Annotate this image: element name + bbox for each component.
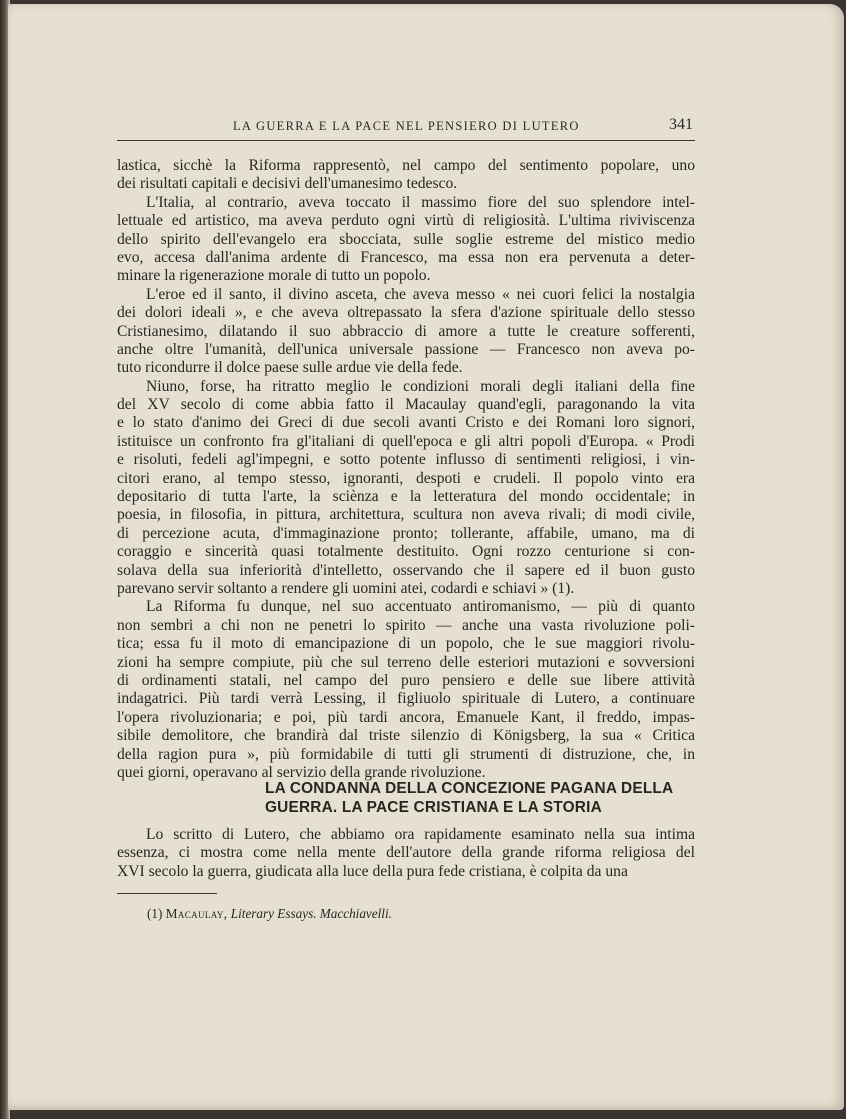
text-line: della ragion pura », più formidabile di tutti gli strumenti di distruzione, che, in — [117, 745, 695, 763]
section-text-block — [117, 826, 695, 881]
page-header — [117, 116, 695, 141]
text-line: minare la rigenerazione morale di tutto un popolo. — [117, 267, 431, 285]
section-heading-line-1: LA CONDANNA DELLA CONCEZIONE PAGANA DELLA — [265, 780, 674, 797]
text-line: non sembri a chi non ne penetri lo spirito — anche una vasta rivoluzione poli- — [117, 616, 695, 634]
text-line: poesia, in filosofia, in pittura, architettura, scultura non aveva rivali; di modi civile, — [117, 506, 695, 524]
footnote-author: Macaulay, — [165, 906, 228, 921]
text-line: coraggio e sincerità quasi totalmente destituito. Ogni rozzo centurione si con- — [117, 543, 695, 561]
text-line: tuto ricondurre il dolce paese sulle ardue vie della fede. — [117, 359, 463, 377]
section-heading — [265, 779, 705, 817]
footnote — [147, 906, 392, 922]
text-line: di percezione acuta, d'immaginazione pronto; tollerante, affabile, umano, ma di — [117, 524, 695, 542]
text-line: l'opera rivoluzionaria; e poi, più tardi ancora, Emanuele Kant, il freddo, impas- — [117, 708, 695, 726]
text-line: Cristianesimo, dilatando il suo abbraccio di amore a tutte le creature sofferenti, — [117, 322, 695, 340]
text-line: indagatrici. Più tardi verrà Lessing, il figliuolo spirituale di Lutero, a continuare — [117, 690, 695, 708]
text-line: citori erano, al tempo stesso, ignoranti, despoti e crudeli. Il popolo vinto era — [117, 469, 695, 487]
text-line: essenza, ci mostra come nella mente dell'autore della grande riforma religiosa del — [117, 844, 695, 862]
text-line: lastica, sicchè la Riforma rappresentò, nel campo del sentimento popolare, uno — [117, 157, 695, 174]
text-line: depositario di tutta l'arte, la sciènza e la letteratura del mondo occidentale; in — [117, 488, 695, 506]
text-line: e lo stato d'animo dei Greci di due secoli avanti Cristo e dei Romani loro signori, — [117, 414, 695, 432]
text-line: XVI secolo la guerra, giudicata alla luce della pura fede cristiana, è colpita da una — [117, 862, 628, 880]
text-line: anche oltre l'umanità, dell'unica universale passione — Francesco non aveva po- — [117, 340, 695, 358]
section-heading-line-2: GUERRA. LA PACE CRISTIANA E LA STORIA — [265, 799, 602, 816]
text-line: L'Italia, al contrario, aveva toccato il massimo fiore del suo splendore intel- — [146, 193, 695, 211]
footnote-divider — [117, 893, 217, 894]
text-line: lettuale ed artistico, ma aveva perduto ogni virtù di religiosità. L'ultima riviviscenza — [117, 212, 695, 230]
text-line: di ordinamenti statali, nel campo del puro pensiero e delle sue libere attività — [117, 671, 695, 689]
text-line: istituisce un confronto fra gl'italiani di quell'epoca e gli altri popoli d'Europa. « Prodi — [117, 432, 695, 450]
main-text-block — [117, 157, 695, 782]
page-number: 341 — [669, 116, 693, 133]
text-line: del XV secolo di come abbia fatto il Macaulay quand'egli, paragonando la vita — [117, 396, 695, 414]
running-head: LA GUERRA E LA PACE NEL PENSIERO DI LUTERO — [233, 119, 580, 133]
text-line: zioni ha sempre compiute, più che sul terreno delle esteriori mutazioni e sovversioni — [117, 653, 695, 671]
text-line: quei giorni, operavano al servizio della grande rivoluzione. — [117, 763, 486, 781]
text-line: dei risultati capitali e decisivi dell'umanesimo tedesco. — [117, 175, 458, 193]
text-line: solava della sua inferiorità d'intelletto, osservando che il sapere ed il buon gusto — [117, 561, 695, 579]
text-line: Niuno, forse, ha ritratto meglio le condizioni morali degli italiani della fine — [146, 377, 695, 395]
text-line: dei dolori ideali », e che aveva oltrepassato la sfera d'azione spirituale dello stesso — [117, 304, 695, 322]
text-line: tica; essa fu il moto di emancipazione di un popolo, che le sue maggiori rivolu- — [117, 635, 695, 653]
text-line: e risoluti, fedeli agl'impegni, e sotto potente influsso di sentimenti religiosi, i vin- — [117, 451, 695, 469]
text-line: evo, accesa dall'anima ardente di Francesco, ma essa non era pervenuta a deter- — [117, 248, 695, 266]
text-line: parevano servir soltanto a rendere gli uomini atei, codardi e schiavi » (1). — [117, 579, 575, 597]
footnote-marker: (1) — [147, 906, 163, 921]
text-line: dello spirito dell'evangelo era sbocciata, sulle soglie estreme del mistico medio — [117, 230, 695, 248]
text-line: La Riforma fu dunque, nel suo accentuato antiromanismo, — più di quanto — [146, 598, 695, 616]
text-line: L'eroe ed il santo, il divino asceta, che aveva messo « nei cuori felici la nostalgia — [146, 285, 695, 303]
text-line: sibile demolitore, che brandirà dal triste silenzio di Königsberg, la sua « Critica — [117, 727, 695, 745]
footnote-work: Literary Essays. Macchiavelli. — [230, 906, 392, 921]
text-line: Lo scritto di Lutero, che abbiamo ora rapidamente esaminato nella sua intima — [146, 826, 695, 843]
